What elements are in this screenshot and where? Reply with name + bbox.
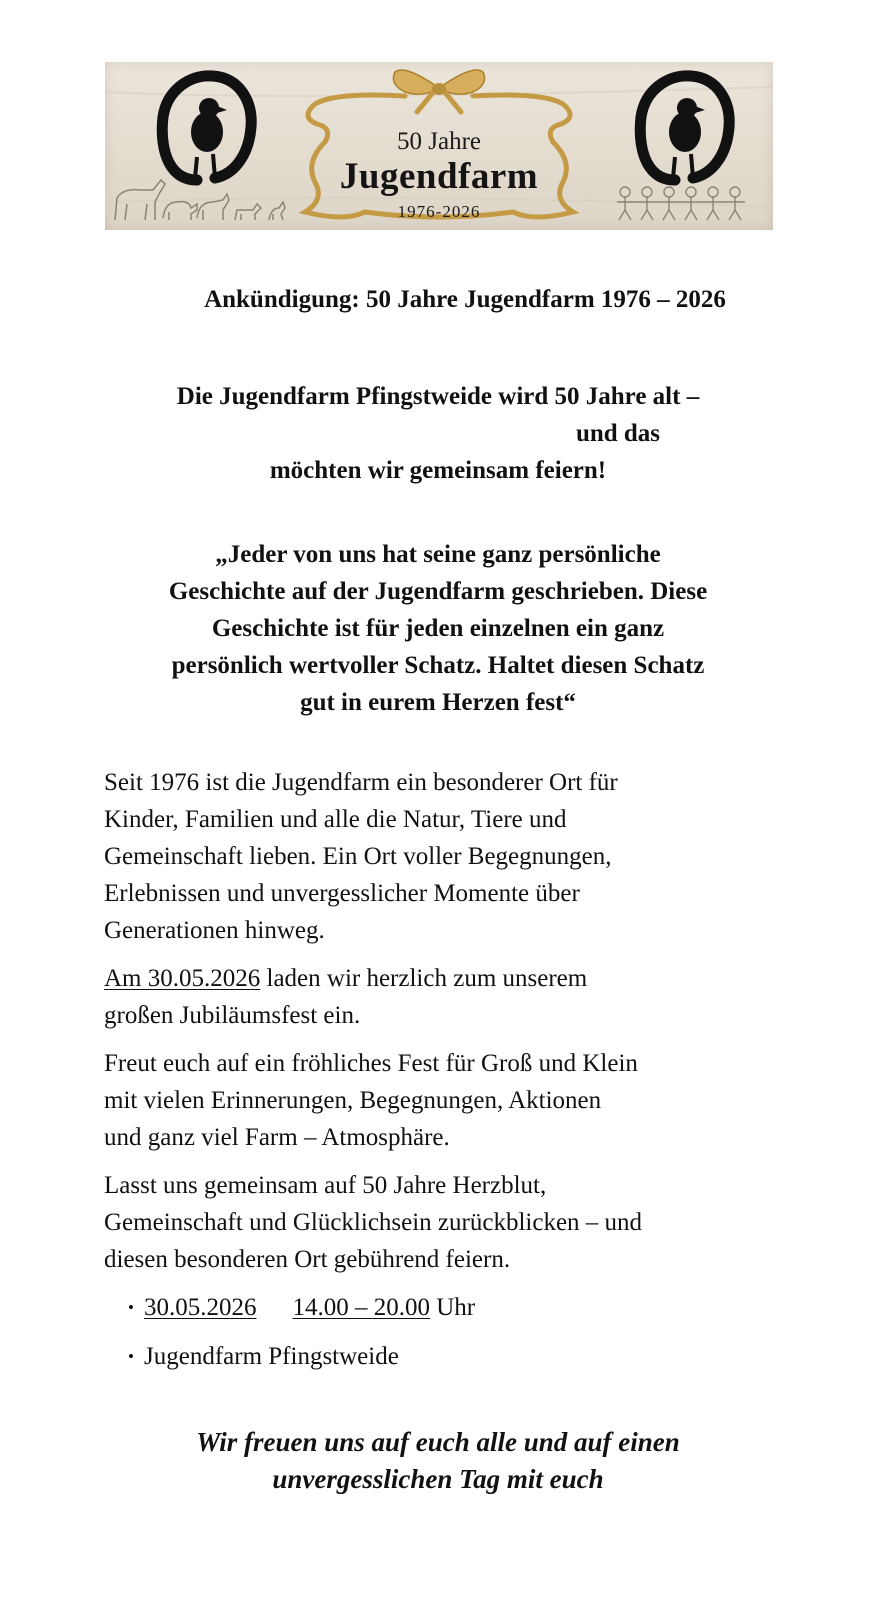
paragraph-invitation <box>104 960 780 1034</box>
bullet-icon: • <box>128 1347 134 1366</box>
paragraph-celebrate <box>104 1167 780 1278</box>
gold-bow-icon <box>393 70 484 112</box>
quote-line: persönlich wertvoller Schatz. Haltet diesen Schatz <box>171 652 705 679</box>
closing-line: Wir freuen uns auf euch alle und auf einen <box>196 1427 680 1457</box>
event-date-link[interactable]: Am 30.05.2026 <box>104 965 261 992</box>
text-line: diesen besonderen Ort gebührend feiern. <box>104 1246 511 1273</box>
closing-message <box>100 1424 776 1498</box>
list-item <box>104 1289 780 1326</box>
text-line: Kinder, Familien und alle die Natur, Tiere und <box>104 806 567 833</box>
text-line: Generationen hinweg. <box>104 917 325 944</box>
text-line: Erlebnissen und unvergesslicher Momente über <box>104 880 580 907</box>
intro-heading <box>100 378 776 489</box>
text-line: Gemeinschaft lieben. Ein Ort voller Begegnungen, <box>104 843 612 870</box>
quote-block <box>100 536 776 721</box>
quote-line: Geschichte ist für jeden einzelnen ein ganz <box>211 615 665 642</box>
banner-years: 1976-2026 <box>397 202 481 221</box>
text-line: und ganz viel Farm – Atmosphäre. <box>104 1124 450 1151</box>
quote-line: gut in eurem Herzen fest“ <box>300 689 576 716</box>
event-date: 30.05.2026 <box>144 1294 257 1321</box>
intro-line: und das <box>575 420 661 447</box>
quote-line: „Jeder von uns hat seine ganz persönliche <box>215 541 661 568</box>
text-line: Gemeinschaft und Glücklichsein zurückblicken – und <box>104 1209 643 1236</box>
intro-line: Die Jugendfarm Pfingstweide wird 50 Jahre alt – <box>176 383 700 410</box>
event-time: 14.00 – 20.00 <box>292 1294 430 1321</box>
body-text <box>104 764 780 1387</box>
text-line: Freut euch auf ein fröhliches Fest für Groß und Klein <box>104 1050 638 1077</box>
text-line: Seit 1976 ist die Jugendfarm ein besonderer Ort für <box>104 769 618 796</box>
intro-line: möchten wir gemeinsam feiern! <box>269 457 607 484</box>
banner-title-small: 50 Jahre <box>397 128 481 155</box>
paragraph-history <box>104 764 780 949</box>
announcement-title: Ankündigung: 50 Jahre Jugendfarm 1976 – 2026 <box>204 286 726 313</box>
event-datetime-link[interactable] <box>144 1294 430 1321</box>
text-line: laden wir herzlich zum unserem <box>260 965 588 992</box>
banner-title: Jugendfarm <box>339 156 539 197</box>
closing-line: unvergesslichen Tag mit euch <box>272 1464 604 1494</box>
event-details-list <box>104 1289 780 1375</box>
paragraph-festivities <box>104 1045 780 1156</box>
text-line: großen Jubiläumsfest ein. <box>104 1002 361 1029</box>
text-line: Lasst uns gemeinsam auf 50 Jahre Herzblut, <box>104 1172 547 1199</box>
bullet-icon: • <box>128 1298 134 1317</box>
text-line: mit vielen Erinnerungen, Begegnungen, Aktionen <box>104 1087 602 1114</box>
event-location: Jugendfarm Pfingstweide <box>144 1343 399 1370</box>
list-item <box>104 1338 780 1375</box>
quote-line: Geschichte auf der Jugendfarm geschrieben. Diese <box>168 578 708 605</box>
event-time-unit: Uhr <box>436 1294 476 1321</box>
anniversary-banner <box>105 62 773 230</box>
